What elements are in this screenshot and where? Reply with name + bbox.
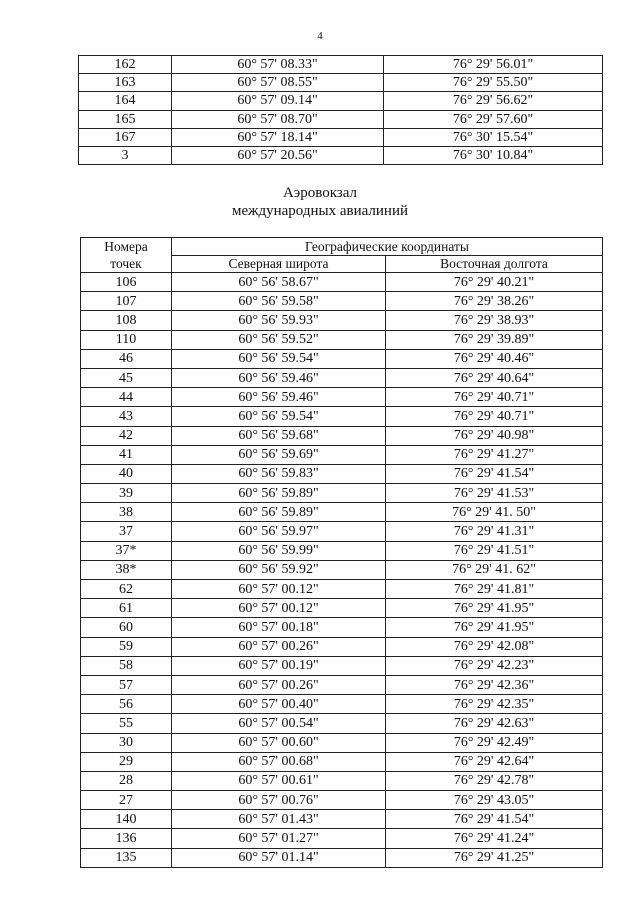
north-latitude-cell: 60° 57' 00.68" bbox=[172, 752, 386, 771]
east-longitude-cell: 76° 29' 41.24" bbox=[386, 829, 603, 848]
table-row bbox=[81, 848, 603, 867]
table-row bbox=[81, 503, 603, 522]
table-row bbox=[81, 349, 603, 368]
table-row bbox=[81, 733, 603, 752]
table-row bbox=[79, 74, 603, 92]
point-number-cell: 42 bbox=[81, 426, 172, 445]
table-row bbox=[81, 407, 603, 426]
east-longitude-cell: 76° 29' 39.89" bbox=[386, 330, 603, 349]
north-latitude-cell: 60° 57' 00.18" bbox=[172, 618, 386, 637]
table-row bbox=[81, 426, 603, 445]
table-row bbox=[81, 484, 603, 503]
point-number-cell: 37 bbox=[81, 522, 172, 541]
north-latitude-cell: 60° 56' 59.89" bbox=[172, 503, 386, 522]
table-row bbox=[79, 128, 603, 146]
point-number-cell: 43 bbox=[81, 407, 172, 426]
table-row bbox=[81, 292, 603, 311]
header-north-latitude: Северная широта bbox=[172, 255, 386, 273]
north-latitude-cell: 60° 57' 18.14" bbox=[172, 128, 384, 146]
point-number-cell: 140 bbox=[81, 810, 172, 829]
east-longitude-cell: 76° 29' 42.36" bbox=[386, 675, 603, 694]
north-latitude-cell: 60° 56' 59.99" bbox=[172, 541, 386, 560]
header-line: точек bbox=[110, 256, 142, 271]
point-number-cell: 28 bbox=[81, 771, 172, 790]
east-longitude-cell: 76° 29' 41.25" bbox=[386, 848, 603, 867]
east-longitude-cell: 76° 29' 42.78" bbox=[386, 771, 603, 790]
north-latitude-cell: 60° 56' 59.68" bbox=[172, 426, 386, 445]
north-latitude-cell: 60° 57' 01.14" bbox=[172, 848, 386, 867]
east-longitude-cell: 76° 29' 42.08" bbox=[386, 637, 603, 656]
table-row bbox=[81, 675, 603, 694]
east-longitude-cell: 76° 29' 41.51" bbox=[386, 541, 603, 560]
north-latitude-cell: 60° 57' 00.76" bbox=[172, 791, 386, 810]
table-row bbox=[81, 791, 603, 810]
table-row bbox=[81, 560, 603, 579]
point-number-cell: 46 bbox=[81, 349, 172, 368]
east-longitude-cell: 76° 29' 40.46" bbox=[386, 349, 603, 368]
section-title bbox=[0, 184, 640, 220]
point-number-cell: 45 bbox=[81, 368, 172, 387]
table-row bbox=[81, 445, 603, 464]
header-east-longitude: Восточная долгота bbox=[386, 255, 603, 273]
table-row bbox=[81, 829, 603, 848]
north-latitude-cell: 60° 57' 08.33" bbox=[172, 56, 384, 74]
point-number-cell: 165 bbox=[79, 110, 172, 128]
east-longitude-cell: 76° 29' 56.01" bbox=[384, 56, 603, 74]
east-longitude-cell: 76° 29' 42.23" bbox=[386, 656, 603, 675]
point-number-cell: 56 bbox=[81, 695, 172, 714]
north-latitude-cell: 60° 57' 08.70" bbox=[172, 110, 384, 128]
table-row bbox=[79, 110, 603, 128]
point-number-cell: 135 bbox=[81, 848, 172, 867]
east-longitude-cell: 76° 29' 42.49" bbox=[386, 733, 603, 752]
point-number-cell: 59 bbox=[81, 637, 172, 656]
north-latitude-cell: 60° 56' 59.46" bbox=[172, 388, 386, 407]
east-longitude-cell: 76° 29' 40.98" bbox=[386, 426, 603, 445]
coordinates-table-terminal bbox=[80, 237, 603, 868]
table-row bbox=[81, 637, 603, 656]
table-row bbox=[81, 311, 603, 330]
point-number-cell: 29 bbox=[81, 752, 172, 771]
east-longitude-cell: 76° 29' 56.62" bbox=[384, 92, 603, 110]
north-latitude-cell: 60° 56' 59.93" bbox=[172, 311, 386, 330]
point-number-cell: 57 bbox=[81, 675, 172, 694]
table-row bbox=[81, 464, 603, 483]
point-number-cell: 38 bbox=[81, 503, 172, 522]
east-longitude-cell: 76° 29' 42.64" bbox=[386, 752, 603, 771]
point-number-cell: 40 bbox=[81, 464, 172, 483]
east-longitude-cell: 76° 29' 42.35" bbox=[386, 695, 603, 714]
point-number-cell: 106 bbox=[81, 273, 172, 292]
point-number-cell: 27 bbox=[81, 791, 172, 810]
table-header bbox=[81, 238, 603, 273]
north-latitude-cell: 60° 57' 00.19" bbox=[172, 656, 386, 675]
east-longitude-cell: 76° 29' 38.93" bbox=[386, 311, 603, 330]
point-number-cell: 62 bbox=[81, 580, 172, 599]
east-longitude-cell: 76° 29' 41.95" bbox=[386, 618, 603, 637]
table-body bbox=[81, 273, 603, 868]
table-row bbox=[81, 522, 603, 541]
header-geo-coordinates: Географические координаты bbox=[172, 238, 603, 256]
north-latitude-cell: 60° 57' 00.12" bbox=[172, 580, 386, 599]
section-title-line: международных авиалиний bbox=[231, 203, 409, 219]
table-row bbox=[81, 368, 603, 387]
table-row bbox=[81, 714, 603, 733]
north-latitude-cell: 60° 56' 58.67" bbox=[172, 273, 386, 292]
east-longitude-cell: 76° 29' 41. 50" bbox=[386, 503, 603, 522]
east-longitude-cell: 76° 29' 43.05" bbox=[386, 791, 603, 810]
table-row bbox=[81, 273, 603, 292]
point-number-cell: 164 bbox=[79, 92, 172, 110]
point-number-cell: 39 bbox=[81, 484, 172, 503]
north-latitude-cell: 60° 57' 20.56" bbox=[172, 146, 384, 164]
point-number-cell: 3 bbox=[79, 146, 172, 164]
header-point-numbers bbox=[81, 238, 172, 273]
section-title-line: Аэровокзал bbox=[282, 185, 358, 201]
east-longitude-cell: 76° 29' 57.60" bbox=[384, 110, 603, 128]
east-longitude-cell: 76° 29' 40.21" bbox=[386, 273, 603, 292]
north-latitude-cell: 60° 57' 00.60" bbox=[172, 733, 386, 752]
north-latitude-cell: 60° 57' 08.55" bbox=[172, 74, 384, 92]
north-latitude-cell: 60° 56' 59.92" bbox=[172, 560, 386, 579]
point-number-cell: 162 bbox=[79, 56, 172, 74]
north-latitude-cell: 60° 57' 00.61" bbox=[172, 771, 386, 790]
north-latitude-cell: 60° 57' 00.40" bbox=[172, 695, 386, 714]
point-number-cell: 38* bbox=[81, 560, 172, 579]
north-latitude-cell: 60° 56' 59.89" bbox=[172, 484, 386, 503]
point-number-cell: 110 bbox=[81, 330, 172, 349]
table-row bbox=[79, 56, 603, 74]
east-longitude-cell: 76° 29' 41.53" bbox=[386, 484, 603, 503]
point-number-cell: 60 bbox=[81, 618, 172, 637]
table-row bbox=[79, 92, 603, 110]
north-latitude-cell: 60° 57' 00.26" bbox=[172, 637, 386, 656]
east-longitude-cell: 76° 29' 40.71" bbox=[386, 407, 603, 426]
east-longitude-cell: 76° 30' 10.84" bbox=[384, 146, 603, 164]
point-number-cell: 44 bbox=[81, 388, 172, 407]
east-longitude-cell: 76° 29' 41.54" bbox=[386, 810, 603, 829]
point-number-cell: 167 bbox=[79, 128, 172, 146]
east-longitude-cell: 76° 29' 41.54" bbox=[386, 464, 603, 483]
north-latitude-cell: 60° 56' 59.97" bbox=[172, 522, 386, 541]
east-longitude-cell: 76° 29' 41.27" bbox=[386, 445, 603, 464]
header-line: Номера bbox=[104, 239, 148, 254]
point-number-cell: 30 bbox=[81, 733, 172, 752]
east-longitude-cell: 76° 29' 40.64" bbox=[386, 368, 603, 387]
point-number-cell: 41 bbox=[81, 445, 172, 464]
table-row bbox=[81, 541, 603, 560]
table-row bbox=[81, 599, 603, 618]
east-longitude-cell: 76° 29' 41. 62" bbox=[386, 560, 603, 579]
point-number-cell: 163 bbox=[79, 74, 172, 92]
table-row bbox=[81, 771, 603, 790]
table-row bbox=[81, 580, 603, 599]
table-row bbox=[81, 752, 603, 771]
table-body bbox=[79, 56, 603, 165]
east-longitude-cell: 76° 30' 15.54" bbox=[384, 128, 603, 146]
point-number-cell: 58 bbox=[81, 656, 172, 675]
point-number-cell: 107 bbox=[81, 292, 172, 311]
north-latitude-cell: 60° 56' 59.58" bbox=[172, 292, 386, 311]
east-longitude-cell: 76° 29' 55.50" bbox=[384, 74, 603, 92]
point-number-cell: 55 bbox=[81, 714, 172, 733]
table-row bbox=[81, 388, 603, 407]
north-latitude-cell: 60° 56' 59.46" bbox=[172, 368, 386, 387]
east-longitude-cell: 76° 29' 41.95" bbox=[386, 599, 603, 618]
header-row bbox=[81, 238, 603, 256]
point-number-cell: 108 bbox=[81, 311, 172, 330]
north-latitude-cell: 60° 57' 00.26" bbox=[172, 675, 386, 694]
table-row bbox=[81, 618, 603, 637]
page-number: 4 bbox=[317, 30, 323, 42]
east-longitude-cell: 76° 29' 41.31" bbox=[386, 522, 603, 541]
point-number-cell: 61 bbox=[81, 599, 172, 618]
table-row bbox=[81, 810, 603, 829]
east-longitude-cell: 76° 29' 40.71" bbox=[386, 388, 603, 407]
north-latitude-cell: 60° 57' 01.27" bbox=[172, 829, 386, 848]
table-row bbox=[79, 146, 603, 164]
east-longitude-cell: 76° 29' 38.26" bbox=[386, 292, 603, 311]
point-number-cell: 37* bbox=[81, 541, 172, 560]
north-latitude-cell: 60° 57' 09.14" bbox=[172, 92, 384, 110]
north-latitude-cell: 60° 56' 59.54" bbox=[172, 407, 386, 426]
east-longitude-cell: 76° 29' 42.63" bbox=[386, 714, 603, 733]
north-latitude-cell: 60° 57' 01.43" bbox=[172, 810, 386, 829]
north-latitude-cell: 60° 56' 59.54" bbox=[172, 349, 386, 368]
table-row bbox=[81, 330, 603, 349]
table-row bbox=[81, 695, 603, 714]
table-row bbox=[81, 656, 603, 675]
point-number-cell: 136 bbox=[81, 829, 172, 848]
north-latitude-cell: 60° 57' 00.12" bbox=[172, 599, 386, 618]
east-longitude-cell: 76° 29' 41.81" bbox=[386, 580, 603, 599]
north-latitude-cell: 60° 56' 59.83" bbox=[172, 464, 386, 483]
north-latitude-cell: 60° 57' 00.54" bbox=[172, 714, 386, 733]
north-latitude-cell: 60° 56' 59.69" bbox=[172, 445, 386, 464]
coordinates-table-continued bbox=[78, 55, 603, 165]
north-latitude-cell: 60° 56' 59.52" bbox=[172, 330, 386, 349]
